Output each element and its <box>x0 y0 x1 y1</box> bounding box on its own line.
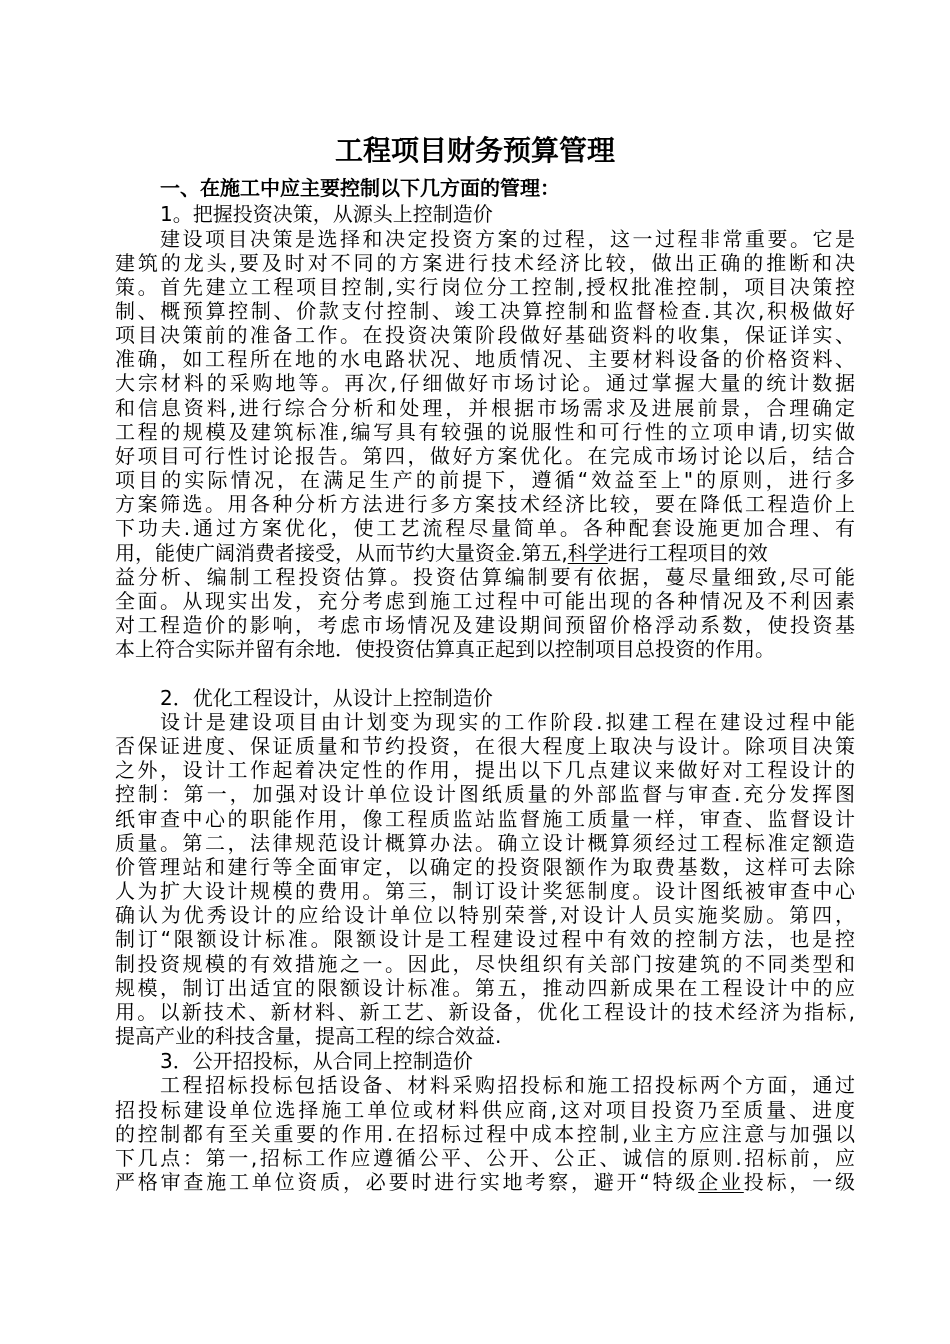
paragraph-2-line: 之外，设计工作起着决定性的作用，提出以下几点建议来做好对工程设计的 <box>115 758 855 782</box>
subsection-2-title: 2．优化工程设计，从设计上控制造价 <box>160 686 493 710</box>
paragraph-1-line: 方案筛选。用各种分析方法进行多方案技术经济比较，要在降低工程造价上 <box>115 492 855 516</box>
document-title: 工程项目财务预算管理 <box>334 134 615 167</box>
paragraph-3-line: 工程招标投标包括设备、材料采购招投标和施工招投标两个方面，通过 <box>160 1073 855 1097</box>
enterprise-link[interactable]: 企业 <box>698 1170 744 1194</box>
paragraph-3-text: 严格审查施工单位资质，必要时进行实地考察，避开“特级 <box>115 1170 699 1194</box>
paragraph-2-line: 价管理站和建行等全面审定，以确定的投资限额作为取费基数，这样可去除 <box>115 855 855 879</box>
paragraph-1-line: 建设项目决策是选择和决定投资方案的过程，这一过程非常重要。它是 <box>160 227 855 251</box>
paragraph-2-line: 控制：第一，加强对设计单位设计图纸质量的外部监督与审查.充分发挥图 <box>115 782 855 806</box>
paragraph-1-line: 和信息资料,进行综合分析和处理，并根据市场需求及进展前景，合理确定 <box>115 396 855 420</box>
paragraph-1-line: 准确，如工程所在地的水电路状况、地质情况、主要材料设备的价格资料、 <box>115 347 855 371</box>
paragraph-2-line: 制订“限额设计标准。限额设计是工程建设过程中有效的控制方法，也是控 <box>115 927 855 951</box>
paragraph-1-line: 项目决策前的准备工作。在投资决策阶段做好基础资料的收集，保证详实、 <box>115 323 855 347</box>
paragraph-2-line: 设计是建设项目由计划变为现实的工作阶段.拟建工程在建设过程中能 <box>160 710 855 734</box>
paragraph-1-line: 建筑的龙头,要及时对不同的方案进行技术经济比较，做出正确的推断和决 <box>115 251 855 275</box>
paragraph-2-line: 用。以新技术、新材料、新工艺、新设备，优化工程设计的技术经济为指标, <box>115 1000 855 1024</box>
paragraph-1-text: 用，能使广阔消费者接受，从而节约大量资金.第五, <box>115 541 568 565</box>
paragraph-1-line <box>115 541 855 565</box>
paragraph-3-line: 的控制都有至关重要的作用.在招标过程中成本控制,业主方应注意与加强以 <box>115 1122 855 1146</box>
paragraph-2-line: 纸审查中心的职能作用，像工程质监站监督施工质量一样，审查、监督设计 <box>115 807 855 831</box>
paragraph-2-line: 规模，制订出适宜的限额设计标准。第五，推动四新成果在工程设计中的应 <box>115 976 855 1000</box>
subsection-3-title: 3．公开招投标，从合同上控制造价 <box>160 1049 473 1073</box>
paragraph-1-line: 工程的规模及建筑标准,编写具有较强的说服性和可行性的立项申请,切实做 <box>115 420 855 444</box>
paragraph-1-line: 下功夫.通过方案优化，使工艺流程尽量简单。各种配套设施更加合理、有 <box>115 516 855 540</box>
paragraph-1-line: 对工程造价的影响，考虑市场情况及建设期间预留价格浮动系数，使投资基 <box>115 613 855 637</box>
subsection-1-title: 1。把握投资决策，从源头上控制造价 <box>160 202 493 226</box>
science-link[interactable]: 科学 <box>567 541 608 565</box>
paragraph-1-line: 大宗材料的采购地等。再次,仔细做好市场讨论。通过掌握大量的统计数据 <box>115 371 855 395</box>
paragraph-1-line: 策。首先建立工程项目控制,实行岗位分工控制,授权批准控制，项目决策控 <box>115 275 855 299</box>
paragraph-2-line: 人为扩大设计规模的费用。第三，制订设计奖惩制度。设计图纸被审查中心 <box>115 879 855 903</box>
paragraph-3-line: 下几点：第一,招标工作应遵循公平、公开、公正、诚信的原则.招标前，应 <box>115 1146 855 1170</box>
section-heading: 一、在施工中应主要控制以下几方面的管理： <box>160 176 560 200</box>
paragraph-2-line: 提高产业的科技含量，提高工程的综合效益. <box>115 1024 502 1048</box>
paragraph-3-line: 招投标建设单位选择施工单位或材料供应商,这对项目投资乃至质量、进度 <box>115 1098 855 1122</box>
paragraph-1-line: 本上符合实际并留有余地．使投资估算真正起到以控制项目总投资的作用。 <box>115 637 775 661</box>
paragraph-3-text: 投标，一级 <box>743 1170 855 1194</box>
paragraph-1-line: 益分析、编制工程投资估算。投资估算编制要有依据，蔓尽量细致,尽可能 <box>115 565 855 589</box>
paragraph-1-line: 制、概预算控制、价款支付控制、竣工决算控制和监督检查.其次,积极做好 <box>115 299 855 323</box>
paragraph-1-text: 进行工程项目的效 <box>607 541 768 565</box>
paragraph-1-line: 好项目可行性讨论报告。第四，做好方案优化。在完成市场讨论以后，结合 <box>115 444 855 468</box>
paragraph-2-line: 制投资规模的有效措施之一。因此，尽快组织有关部门按建筑的不同类型和 <box>115 952 855 976</box>
paragraph-2-line: 质量。第二，法律规范设计概算办法。确立设计概算须经过工程标准定额造 <box>115 831 855 855</box>
paragraph-1-line: 全面。从现实出发，充分考虑到施工过程中可能出现的各种情况及不利因素 <box>115 589 855 613</box>
paragraph-2-line: 确认为优秀设计的应给设计单位以特别荣誉,对设计人员实施奖励。第四， <box>115 903 855 927</box>
paragraph-3-line <box>115 1170 855 1194</box>
paragraph-2-line: 否保证进度、保证质量和节约投资，在很大程度上取决与设计。除项目决策 <box>115 734 855 758</box>
paragraph-1-line: 项目的实际情况，在满足生产的前提下，遵循“效益至上"的原则，进行多 <box>115 468 855 492</box>
